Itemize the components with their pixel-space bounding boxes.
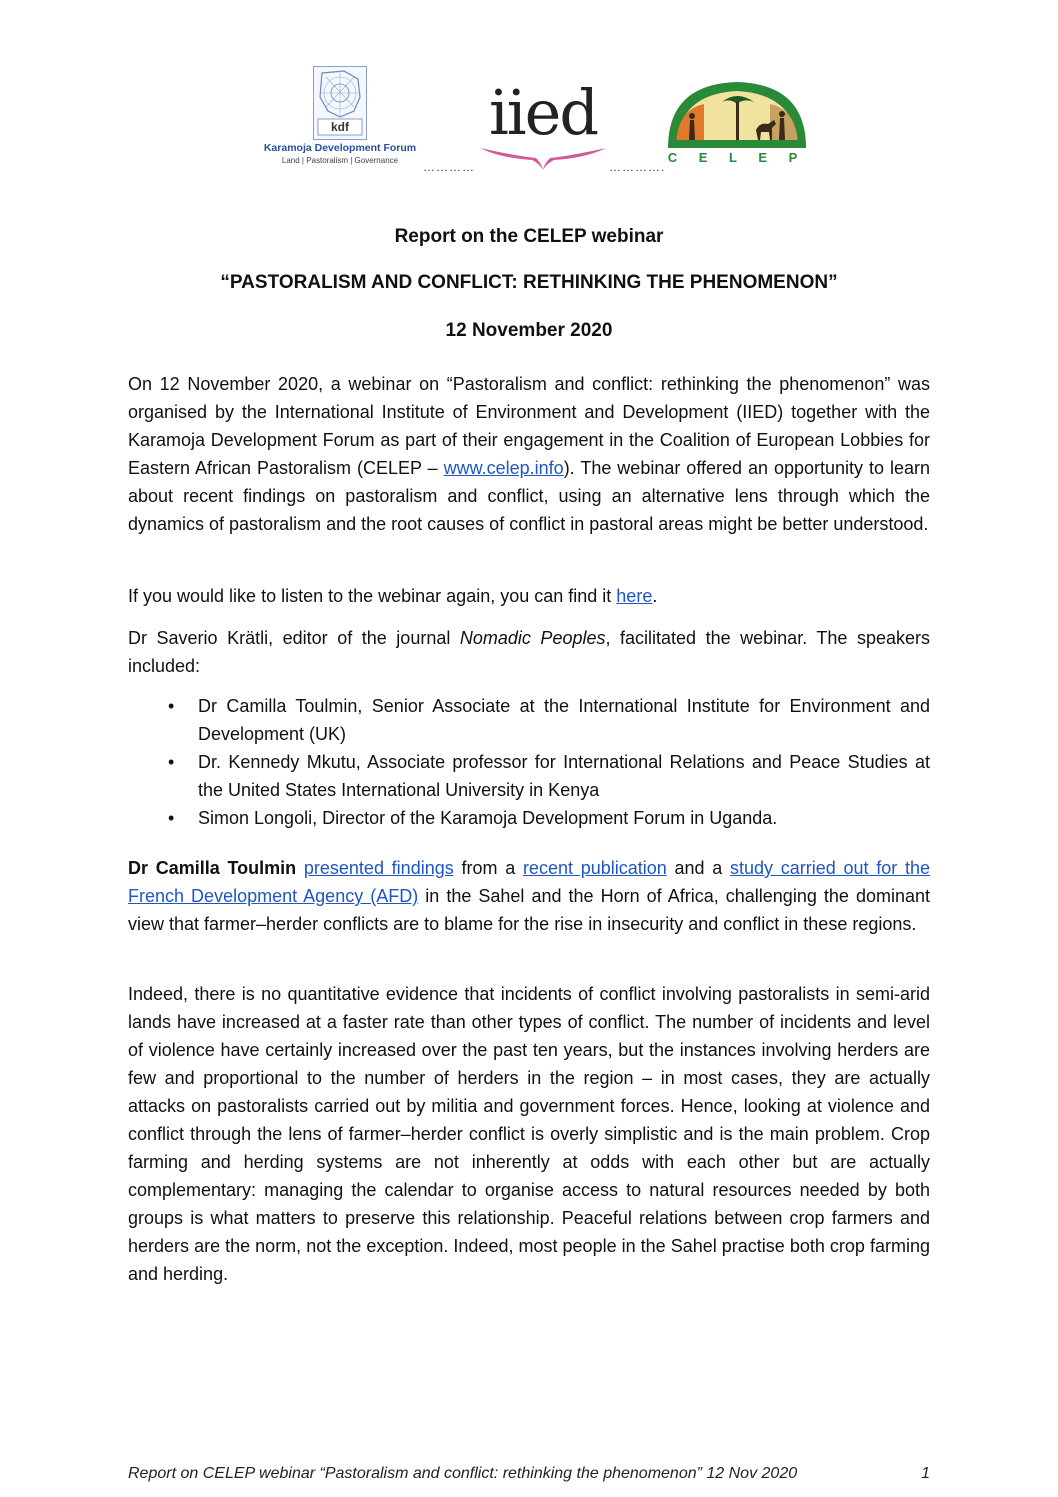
logo-separator: ………… <box>423 160 475 174</box>
facilitator-text-a: Dr Saverio Krätli, editor of the journal <box>128 628 460 648</box>
listen-text: If you would like to listen to the webinar again, you can find it <box>128 586 617 606</box>
list-item <box>128 804 930 832</box>
iied-logo-text: iied <box>488 76 598 149</box>
kdf-map-icon <box>314 67 366 139</box>
recent-publication-link[interactable]: recent publication <box>522 858 667 878</box>
evidence-paragraph: Indeed, there is no quantitative evidence that incidents of conflict involving pastoralists in semi-arid lands have increased at a faster rate than other types of conflict. The number of incidents and level of violence have certainly increased over the past ten years, but the instances involving herders are few and proportional to the number of herders in the region – in most cases, they are actually attacks on pastoralists carried out by militia and government forces. Hence, looking at violence and conflict through the lens of farmer–herder conflict is overly simplistic and is the main problem. Crop farming and herding systems are not inherently at odds with each other but are actually complementary: managing the calendar to organise access to natural resources needed by both groups is what matters to preserve this relationship. Peaceful relations between crop farmers and herders are the norm, not the exception. Indeed, most people in the Sahel practise both crop farming and herding. <box>128 984 930 1284</box>
report-subtitle: “PASTORALISM AND CONFLICT: RETHINKING THE PHENOMENON” <box>220 272 838 293</box>
list-item <box>128 748 930 804</box>
report-title: Report on the CELEP webinar <box>394 226 664 247</box>
bullet-icon: • <box>168 752 175 772</box>
speakers-list <box>128 692 930 832</box>
speaker-text: Dr Camilla Toulmin, Senior Associate at the International Institute for Environment and Development (UK) <box>198 696 930 744</box>
presented-findings-link[interactable]: presented findings <box>303 858 454 878</box>
speaker-text: Simon Longoli, Director of the Karamoja Development Forum in Uganda. <box>198 808 778 828</box>
bullet-icon: • <box>168 808 175 828</box>
celep-logo-text: C E L E P <box>667 150 807 165</box>
toulmin-text-c: in the Sahel and the Horn of Africa, challenging the dominant view that farmer–herder conflicts are to blame for the rise in insecurity and conflict in these regions. <box>128 886 930 934</box>
logo-separator: …………. <box>609 160 666 174</box>
footer-text: Report on CELEP webinar “Pastoralism and conflict: rethinking the phenomenon” 12 Nov 2020 <box>128 1465 798 1482</box>
iied-swoosh-icon <box>476 72 610 172</box>
speaker-text: Dr. Kennedy Mkutu, Associate professor for International Relations and Peace Studies at the United States International University in Kenya <box>198 752 930 800</box>
intro-paragraph <box>128 370 930 538</box>
logo-row <box>0 62 1058 182</box>
afd-study-link[interactable]: study carried out for the French Development Agency (AFD) <box>128 858 931 906</box>
kdf-map-image <box>313 66 367 140</box>
listen-paragraph <box>128 582 930 610</box>
intro-text-b: ). The webinar offered an opportunity to learn about recent findings on pastoralism and conflict, using an alternative lens through which the dynamics of pastoralism and the root causes of conflict in pastoral areas might be better understood. <box>128 458 930 534</box>
speaker-name: Dr Camilla Toulmin <box>128 858 297 878</box>
report-date: 12 November 2020 <box>445 320 613 341</box>
list-item <box>128 692 930 748</box>
page-footer <box>128 1465 930 1483</box>
bullet-icon: • <box>168 696 175 716</box>
journal-name: Nomadic Peoples <box>459 628 606 648</box>
toulmin-text-b: and a <box>666 858 730 878</box>
celep-website-link[interactable]: www.celep.info <box>443 458 564 478</box>
kdf-logo-tagline: Land | Pastoralism | Governance <box>281 156 399 165</box>
webinar-recording-link[interactable]: here <box>616 586 653 606</box>
celep-logo <box>664 74 810 172</box>
kdf-logo <box>255 66 425 172</box>
facilitator-text-b: , facilitated the webinar. The speakers included: <box>128 628 930 676</box>
kdf-logo-name: Karamoja Development Forum <box>263 142 417 154</box>
facilitator-paragraph <box>128 624 930 680</box>
toulmin-paragraph <box>128 854 930 938</box>
toulmin-text-a: from a <box>453 858 523 878</box>
celep-landscape-icon <box>664 74 810 154</box>
page-number: 1 <box>921 1465 930 1482</box>
intro-text-a: On 12 November 2020, a webinar on “Pastoralism and conflict: rethinking the phenomenon” was organised by the International Institute of Environment and Development (IIED) together with the Karamoja Development Forum as part of their engagement in the Coalition of European Lobbies for Eastern African Pastoralism (CELEP – <box>128 374 930 478</box>
kdf-mark-text: kdf <box>331 120 349 134</box>
iied-logo <box>476 72 610 172</box>
listen-text-end: . <box>652 586 658 606</box>
